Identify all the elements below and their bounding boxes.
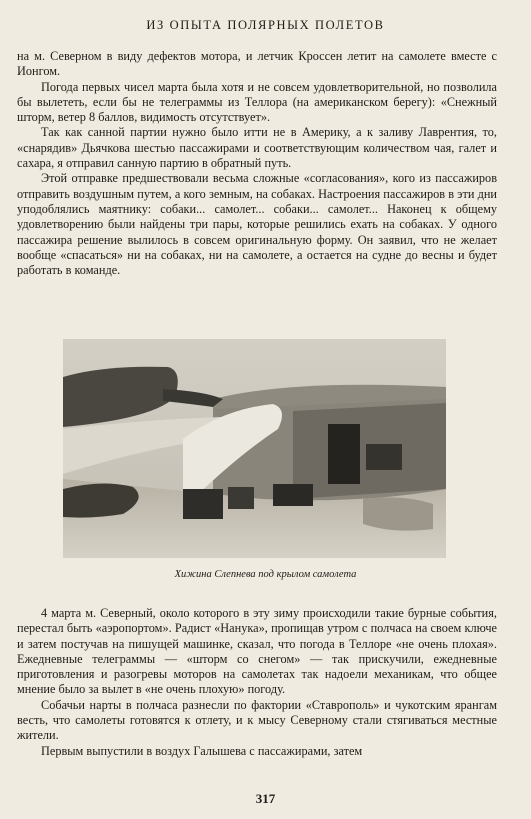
running-title: ИЗ ОПЫТА ПОЛЯРНЫХ ПОЛЕТОВ (146, 18, 385, 32)
paragraph: Первым выпустили в воздух Галышева с пассажирами, затем (41, 743, 363, 758)
hut-photo (63, 339, 446, 558)
top-text-block (17, 49, 497, 278)
page-number: 317 (255, 791, 276, 806)
figure-caption: Хижина Слепнева под крылом самолета (174, 569, 357, 580)
paragraph: Этой отправке предшествовали весьма сложные «согласования», кого из пассажиров отправить воздушным путем, а кого земным, на собаках. Настроения пассажиров в эти дни уподоблялись маятнику: собаки... самолет... собаки... самолет... Наконец к общему удовлетворению были найдены три пары, которые решились ехать на собаках. У одного пассажира решение вылилось в совсем оригинальную форму. Он заявил, что не желает вообще «спасаться» ни на собаках, ни на самолете, а остается на судне до весны и будет работать в команде. (17, 171, 497, 278)
paragraph: Погода первых чисел марта была хотя и не совсем удовлетворительной, но позволила бы вылететь, если бы не телеграммы из Теллора (на американском берегу): «Снежный шторм, ветер 8 баллов, видимость отсутствует». (17, 79, 497, 125)
paragraph: Так как санной партии нужно было итти не в Америку, а к заливу Лаврентия, то, «снарядив» Дьячкова шестью пассажирами и соответствующим количеством чая, галет и сахара, я отправил санную партию в обратный путь. (17, 125, 497, 171)
paragraph: 4 марта м. Северный, около которого в эту зиму происходили такие бурные события, перестал быть «аэропортом». Радист «Нанука», пропищав утром с полчаса на своем ключе и затем постучав на пишущей машинке, сказал, что погода в Теллоре «не очень плохая». Ежедневные телеграммы — «шторм со снегом» — так прискучили, ежедневные приготовления и разогревы моторов на самолетах так надоели механикам, что общее мнение было за вылет в «не очень плохую» погоду. (17, 606, 497, 697)
paragraph: на м. Северном в виду дефектов мотора, и летчик Кроссен летит на самолете вместе с Ионгом. (17, 49, 497, 79)
bottom-text-block (17, 606, 497, 759)
paragraph: Собачьи нарты в полчаса разнесли по фактории «Ставрополь» и чукотским ярангам весть, что самолеты готовятся к отлету, и к мысу Северному стали стягиваться местные жители. (17, 697, 497, 743)
